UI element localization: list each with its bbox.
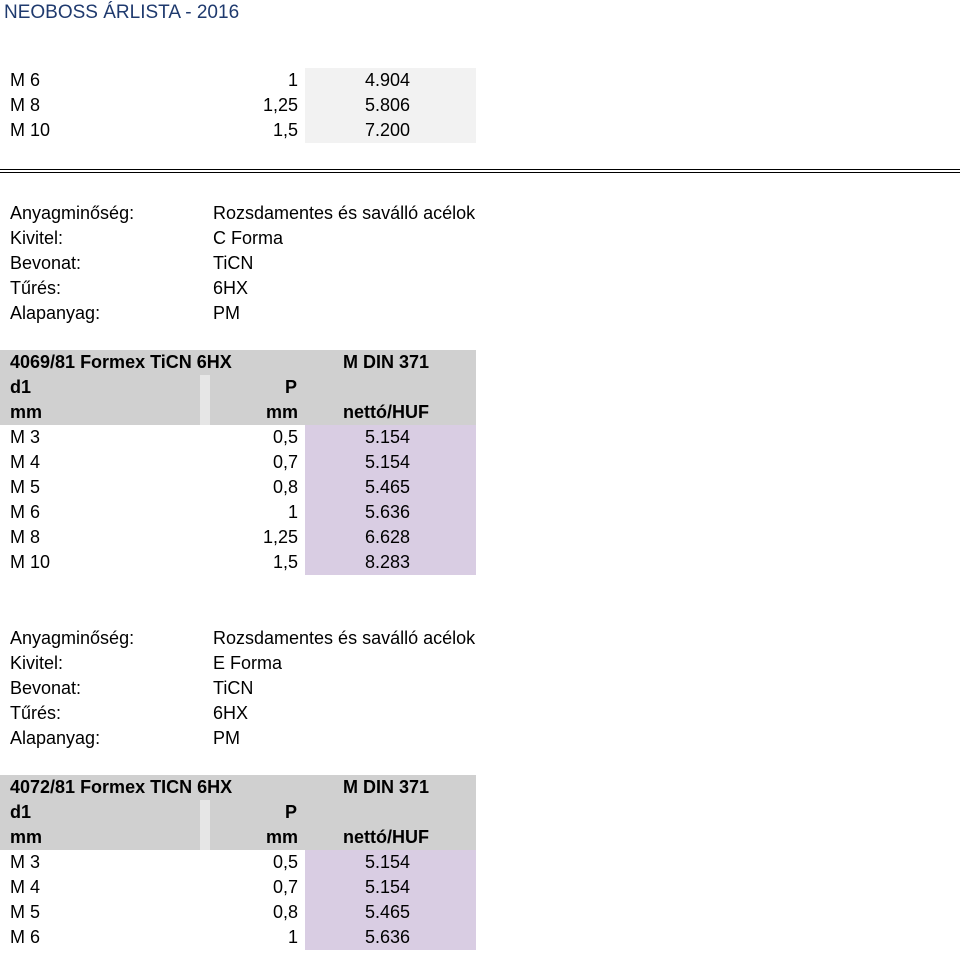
standard-label: M DIN 371 (343, 352, 430, 372)
info-row (0, 701, 960, 726)
d1-cell: M 10 (10, 552, 51, 572)
pitch-cell: 0,7 (272, 452, 298, 472)
pitch-cell: 1 (287, 502, 298, 522)
info-label: Bevonat: (10, 678, 82, 698)
info-row (0, 251, 960, 276)
info-label: Kivitel: (10, 228, 64, 248)
d1-cell: M 4 (10, 877, 41, 897)
d1-cell: M 6 (10, 927, 41, 947)
info-value: C Forma (213, 228, 284, 248)
unit-d1: mm (10, 402, 43, 422)
info-label: Kivitel: (10, 653, 64, 673)
pitch-cell: 1,25 (262, 527, 298, 547)
info-row (0, 276, 960, 301)
pitch-cell: 1,25 (262, 95, 298, 115)
standard-label: M DIN 371 (343, 777, 430, 797)
info-value: 6HX (213, 278, 249, 298)
d1-cell: M 4 (10, 452, 41, 472)
pitch-cell: 0,5 (272, 852, 298, 872)
d1-cell: M 6 (10, 502, 41, 522)
d1-cell: M 6 (10, 70, 41, 90)
info-label: Bevonat: (10, 253, 82, 273)
price-cell: 5.154 (305, 425, 476, 450)
info-row (0, 676, 960, 701)
price-cell: 5.465 (305, 900, 476, 925)
unit-price: nettó/HUF (343, 402, 429, 422)
pitch-cell: 1 (287, 927, 298, 947)
info-row (0, 226, 960, 251)
price-cell: 6.628 (305, 525, 476, 550)
info-label: Tűrés: (10, 703, 62, 723)
column-header-d1: d1 (10, 377, 32, 397)
price-cell: 7.200 (305, 118, 476, 143)
column-header-d1: d1 (10, 802, 32, 822)
d1-cell: M 3 (10, 427, 41, 447)
product-name: 4072/81 Formex TICN 6HX (10, 777, 233, 797)
info-label: Alapanyag: (10, 728, 101, 748)
info-row (0, 651, 960, 676)
info-label: Anyagminőség: (10, 203, 135, 223)
info-label: Alapanyag: (10, 303, 101, 323)
d1-cell: M 8 (10, 95, 41, 115)
d1-cell: M 8 (10, 527, 41, 547)
info-label: Tűrés: (10, 278, 62, 298)
info-label: Anyagminőség: (10, 628, 135, 648)
info-value: TiCN (213, 678, 254, 698)
pitch-cell: 0,8 (272, 477, 298, 497)
price-cell: 5.154 (305, 875, 476, 900)
price-cell: 5.465 (305, 475, 476, 500)
info-value: Rozsdamentes és saválló acélok (213, 203, 476, 223)
price-cell: 5.636 (305, 925, 476, 950)
price-cell: 5.154 (305, 450, 476, 475)
page-title: NEOBOSS ÁRLISTA - 2016 (4, 2, 240, 23)
info-value: Rozsdamentes és saválló acélok (213, 628, 476, 648)
d1-cell: M 10 (10, 120, 51, 140)
d1-cell: M 5 (10, 902, 41, 922)
info-row (0, 201, 960, 226)
unit-d1: mm (10, 827, 43, 847)
info-value: PM (213, 728, 240, 748)
info-value: PM (213, 303, 240, 323)
column-header-p: P (285, 377, 298, 397)
pitch-cell: 0,8 (272, 902, 298, 922)
column-header-p: P (285, 802, 298, 822)
info-value: E Forma (213, 653, 283, 673)
info-row (0, 301, 960, 326)
pitch-cell: 1,5 (272, 552, 298, 572)
info-value: TiCN (213, 253, 254, 273)
price-cell: 8.283 (305, 550, 476, 575)
price-cell: 5.636 (305, 500, 476, 525)
price-cell: 5.806 (305, 93, 476, 118)
d1-cell: M 3 (10, 852, 41, 872)
unit-p: mm (265, 402, 298, 422)
unit-p: mm (265, 827, 298, 847)
price-cell: 4.904 (305, 68, 476, 93)
price-cell: 5.154 (305, 850, 476, 875)
info-row (0, 626, 960, 651)
info-value: 6HX (213, 703, 249, 723)
section-divider (0, 169, 960, 173)
pitch-cell: 0,7 (272, 877, 298, 897)
pitch-cell: 1,5 (272, 120, 298, 140)
pitch-cell: 1 (287, 70, 298, 90)
unit-price: nettó/HUF (343, 827, 429, 847)
info-row (0, 726, 960, 751)
d1-cell: M 5 (10, 477, 41, 497)
product-name: 4069/81 Formex TiCN 6HX (10, 352, 232, 372)
pitch-cell: 0,5 (272, 427, 298, 447)
